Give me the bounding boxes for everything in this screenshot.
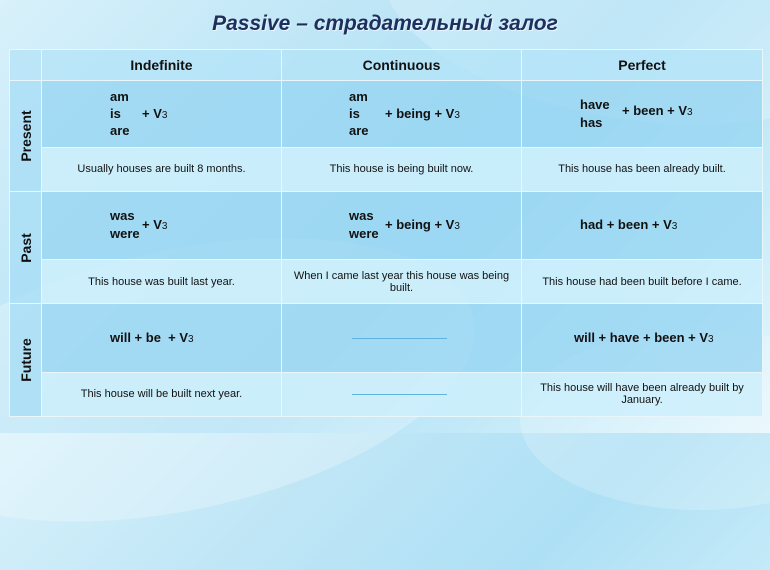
row-header-future [10, 304, 42, 417]
formula-text: + been + V [622, 103, 688, 119]
example-future-continuous [282, 372, 522, 416]
example-past-indefinite: This house was built last year. [42, 260, 282, 304]
row-header-past [10, 191, 42, 304]
formula-subscript: 3 [188, 334, 194, 346]
formula-past-continuous [282, 191, 522, 259]
slide-title: Passive – страдательный залог [212, 12, 558, 35]
formula-present-continuous [282, 81, 522, 147]
formula-text: had + been + V [580, 216, 672, 232]
example-past-perfect: This house had been built before I came. [522, 260, 763, 304]
aux-verb: am [349, 89, 368, 105]
column-header-indefinite: Indefinite [42, 50, 282, 81]
passive-voice-table [9, 49, 763, 417]
aux-verb: is [349, 106, 360, 122]
formula-present-indefinite [42, 81, 282, 147]
example-past-continuous: When I came last year this house was being built. [282, 260, 522, 304]
formula-future-continuous [282, 304, 522, 372]
row-header-present [10, 81, 42, 192]
example-present-continuous: This house is being built now. [282, 147, 522, 191]
column-header-perfect: Perfect [522, 50, 763, 81]
aux-verb: has [580, 115, 603, 131]
formula-rest [580, 217, 677, 232]
aux-verb: were [349, 225, 379, 241]
formula-future-perfect [522, 304, 763, 372]
formula-text: + V [142, 106, 162, 122]
empty-line [352, 338, 447, 339]
formula-future-indefinite [42, 304, 282, 372]
formula-rest [574, 330, 714, 345]
column-header-continuous: Continuous [282, 50, 522, 81]
example-present-perfect: This house has been already built. [522, 147, 763, 191]
row-label-present: Present [17, 110, 34, 162]
formula-subscript: 3 [454, 220, 460, 232]
formula-subscript: 3 [687, 107, 693, 119]
formula-subscript: 3 [161, 220, 168, 232]
formula-rest [142, 106, 167, 121]
formula-text: will + be + V [110, 330, 189, 346]
formula-rest [622, 103, 693, 118]
aux-verb: was [349, 207, 374, 223]
aux-verb: was [110, 207, 135, 223]
formula-subscript: 3 [708, 334, 714, 346]
example-present-indefinite: Usually houses are built 8 months. [42, 147, 282, 191]
formula-subscript: 3 [161, 110, 168, 122]
formula-text: + being + V [385, 106, 455, 122]
aux-verb: is [110, 106, 121, 122]
formula-text: + V [142, 216, 162, 232]
example-future-perfect: This house will have been already built by January. [522, 372, 763, 416]
empty-line [352, 394, 447, 395]
aux-verb: have [580, 97, 610, 113]
row-label-future: Future [17, 338, 34, 382]
formula-subscript: 3 [671, 220, 678, 232]
formula-subscript: 3 [454, 110, 460, 122]
formula-rest [110, 330, 194, 345]
formula-past-indefinite [42, 191, 282, 259]
aux-verb: are [110, 123, 130, 139]
formula-text: will + have + been + V [574, 330, 709, 346]
formula-present-perfect [522, 81, 763, 147]
formula-rest [385, 217, 460, 232]
formula-rest [385, 106, 460, 121]
aux-verb: am [110, 89, 129, 105]
formula-text: + being + V [385, 216, 455, 232]
aux-verb: were [110, 225, 140, 241]
example-future-indefinite: This house will be built next year. [42, 372, 282, 416]
row-label-past: Past [17, 232, 34, 263]
aux-verb: are [349, 123, 369, 139]
formula-past-perfect [522, 191, 763, 259]
formula-rest [142, 217, 167, 232]
table-corner [10, 50, 42, 81]
